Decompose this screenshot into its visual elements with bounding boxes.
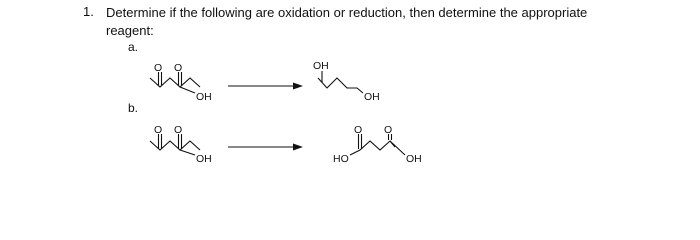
part-b-product-oxygen-1: O [354,124,363,136]
part-b-product-oxygen-2: O [384,124,393,136]
part-a-reaction-arrow [228,83,303,90]
part-a-product-hydroxyl-1: OH [313,60,329,72]
question-number: 1. [83,4,94,19]
part-a-product-hydroxyl-2: OH [364,91,380,103]
part-b-label: b. [128,101,139,115]
part-b-reactant-oxygen-1: O [154,124,163,136]
question-text: Determine if the following are oxidation or reduction, then determine the appropriate reagent: [106,5,588,38]
part-b-reactant [150,134,200,155]
part-b-reaction-arrow [228,144,303,151]
part-b-reactant-oxygen-2: O [174,124,183,136]
part-a-reactant-hydroxyl: OH [196,91,212,103]
part-a-label: a. [128,40,139,54]
part-b-product-hydroxyl-left: HO [333,153,349,165]
part-a-product [318,71,363,93]
part-a-reactant-oxygen-2: O [174,62,183,74]
part-a-reactant [150,72,200,93]
part-b-reactant-hydroxyl: OH [196,153,212,165]
part-b-product-hydroxyl-right: OH [406,153,422,165]
part-b-product [350,134,405,155]
part-a-reactant-oxygen-1: O [154,62,163,74]
